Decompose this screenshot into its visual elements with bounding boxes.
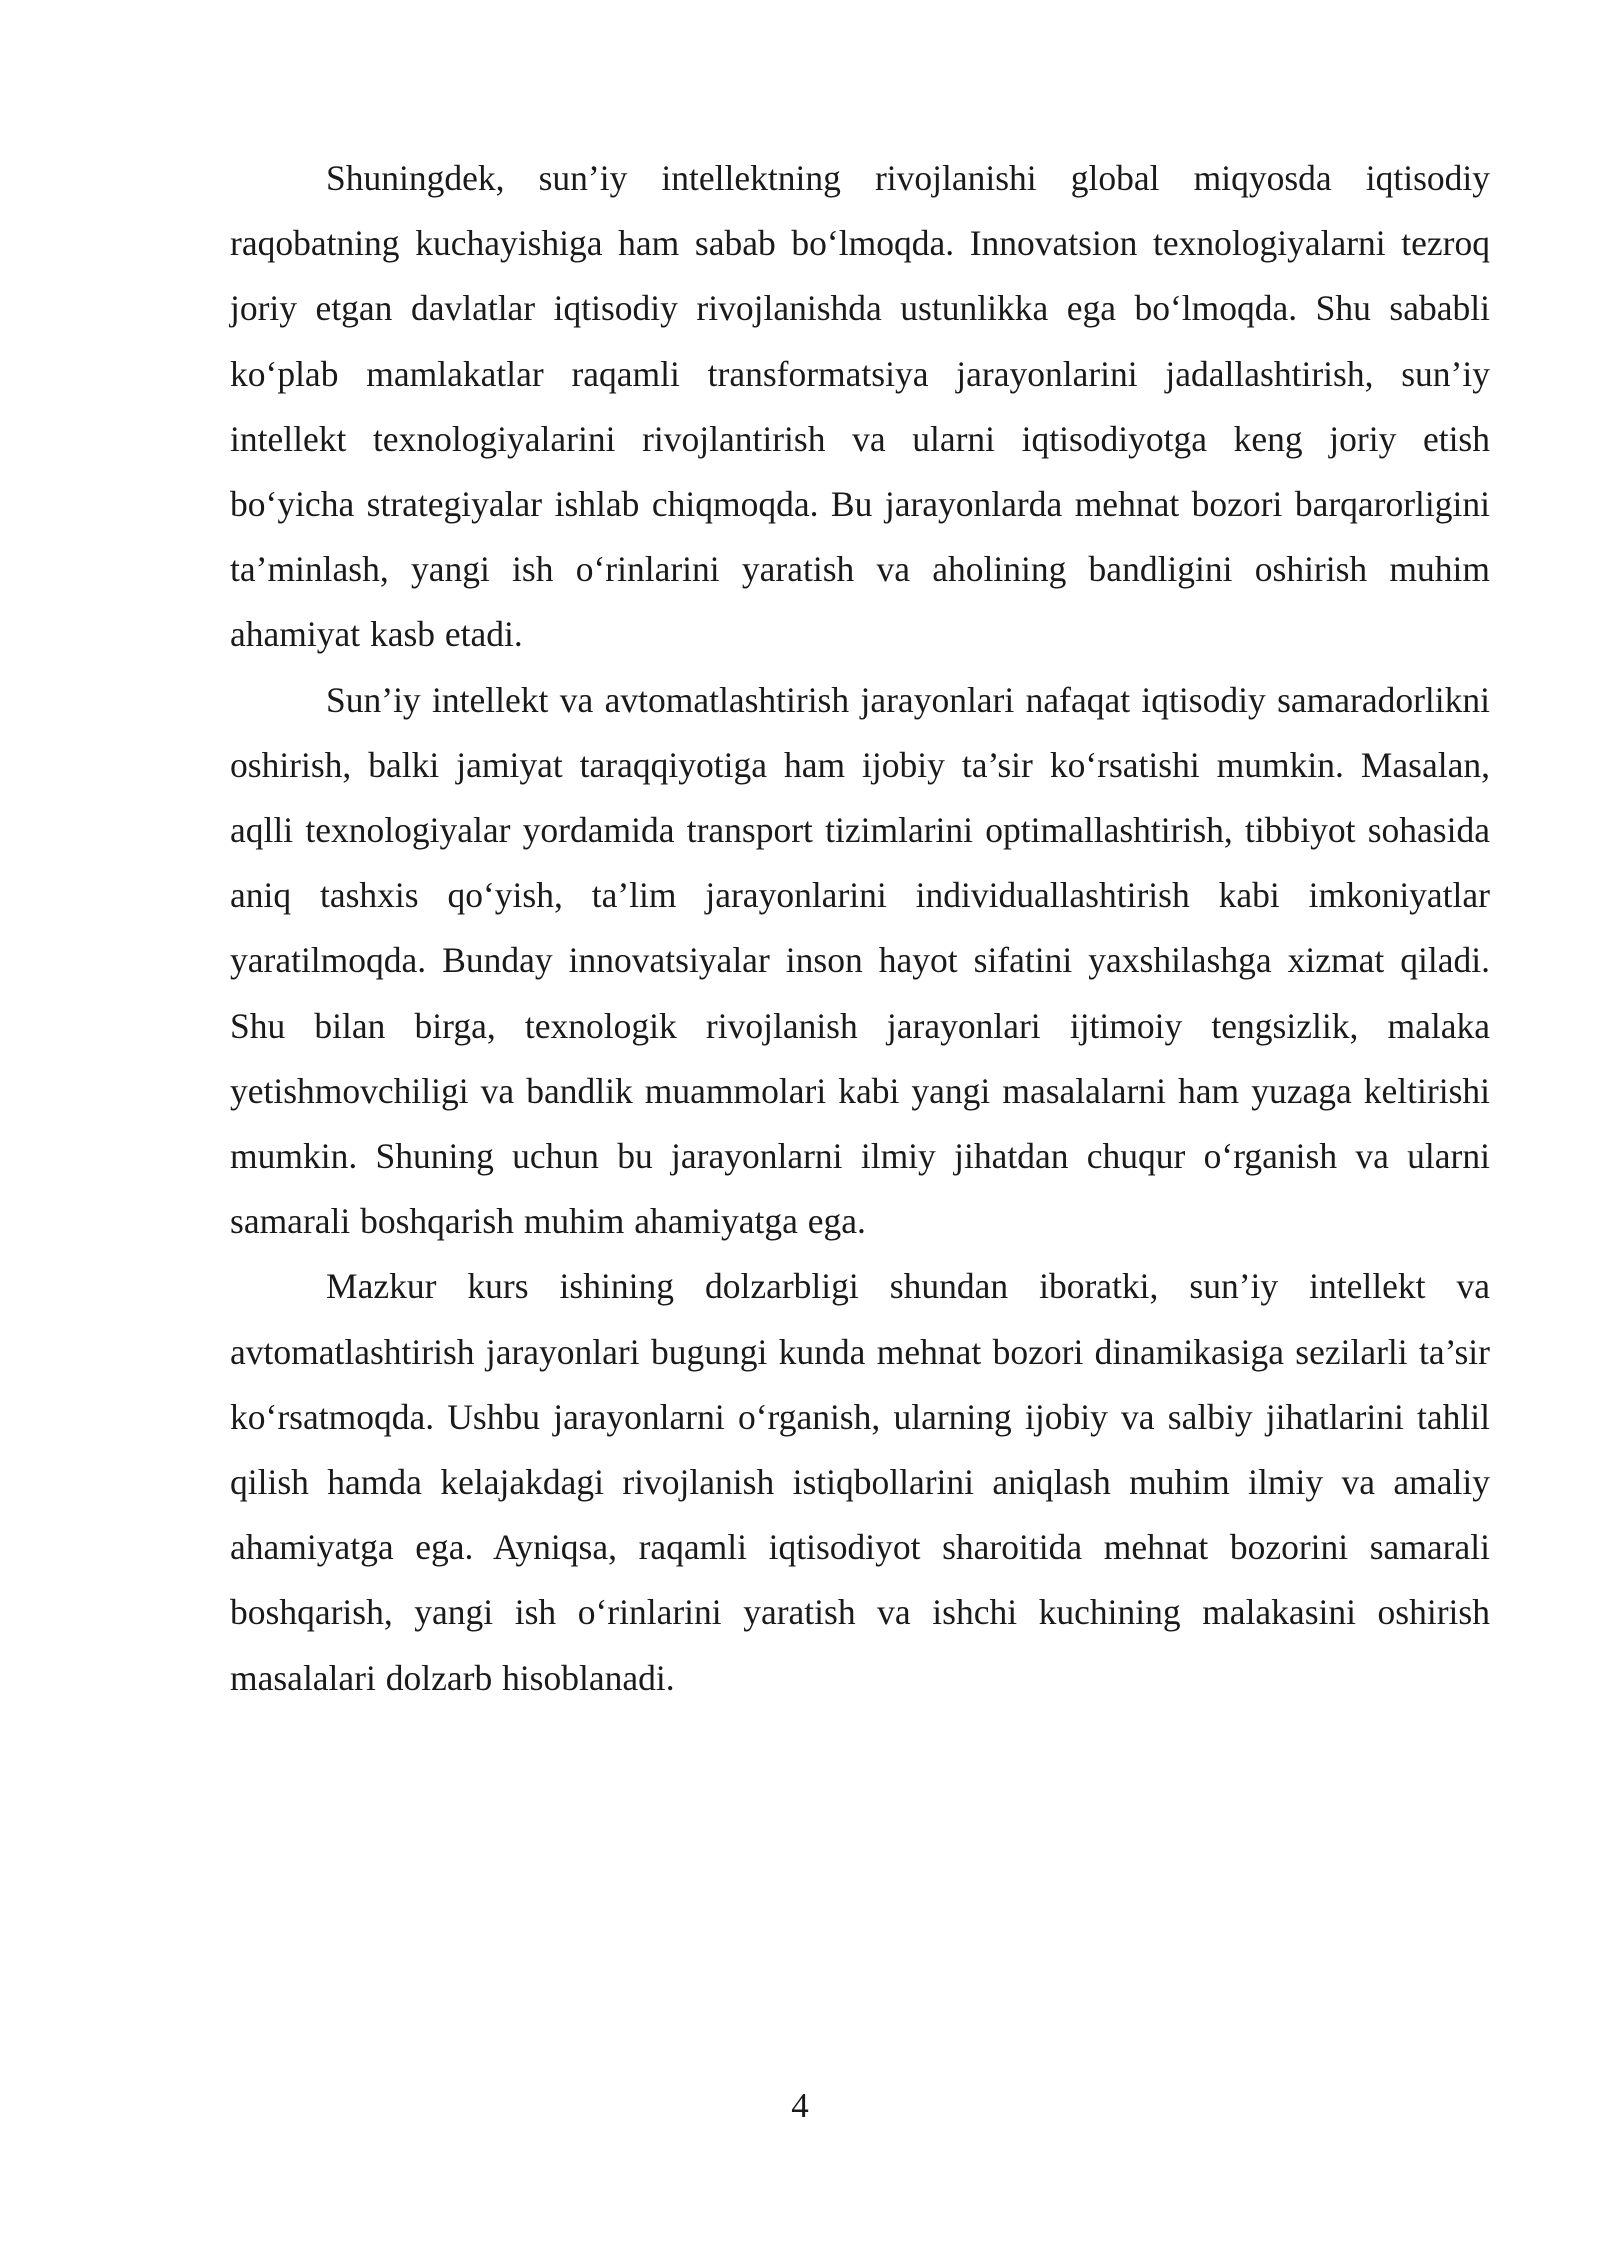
paragraph: Mazkur kurs ishining dolzarbligi shundan iboratki, sun’iy intellekt va avtomatlashtirish jarayonlari bugungi kunda mehnat bozori dinamikasiga sezilarli ta’sir ko‘rsatmoqda. Ushbu jarayonlarni o‘rganish, ularning ijobiy va salbiy jihatlarini tahlil qilish hamda kelajakdagi rivojlanish istiqbollarini aniqlash muhim ilmiy va amaliy ahamiyatga ega. Ayniqsa, raqamli iqtisodiyot sharoitida mehnat bozorini samarali boshqarish, yangi ish o‘rinlarini yaratish va ishchi kuchining malakasini oshirish masalalari dolzarb hisoblanadi. bbox=[230, 1266, 1490, 1698]
page-number: 4 bbox=[791, 2086, 809, 2125]
body-text bbox=[230, 146, 1490, 1711]
paragraph: Shuningdek, sun’iy intellektning rivojlanishi global miqyosda iqtisodiy raqobatning kuchayishiga ham sabab bo‘lmoqda. Innovatsion texnologiyalarni tezroq joriy etgan davlatlar iqtisodiy rivojlanishda ustunlikka ega bo‘lmoqda. Shu sababli ko‘plab mamlakatlar raqamli transformatsiya jarayonlarini jadallashtirish, sun’iy intellekt texnologiyalarini rivojlantirish va ularni iqtisodiyotga keng joriy etish bo‘yicha strategiyalar ishlab chiqmoqda. Bu jarayonlarda mehnat bozori barqarorligini ta’minlash, yangi ish o‘rinlarini yaratish va aholining bandligini oshirish muhim ahamiyat kasb etadi. bbox=[230, 158, 1490, 655]
paragraph: Sun’iy intellekt va avtomatlashtirish jarayonlari nafaqat iqtisodiy samaradorlikni oshirish, balki jamiyat taraqqiyotiga ham ijobiy ta’sir ko‘rsatishi mumkin. Masalan, aqlli texnologiyalar yordamida transport tizimlarini optimallashtirish, tibbiyot sohasida aniq tashxis qo‘yish, ta’lim jarayonlarini individuallashtirish kabi imkoniyatlar yaratilmoqda. Bunday innovatsiyalar inson hayot sifatini yaxshilashga xizmat qiladi. Shu bilan birga, texnologik rivojlanish jarayonlari ijtimoiy tengsizlik, malaka yetishmovchiligi va bandlik muammolari kabi yangi masalalarni ham yuzaga keltirishi mumkin. Shuning uchun bu jarayonlarni ilmiy jihatdan chuqur o‘rganish va ularni samarali boshqarish muhim ahamiyatga ega. bbox=[230, 679, 1490, 1242]
